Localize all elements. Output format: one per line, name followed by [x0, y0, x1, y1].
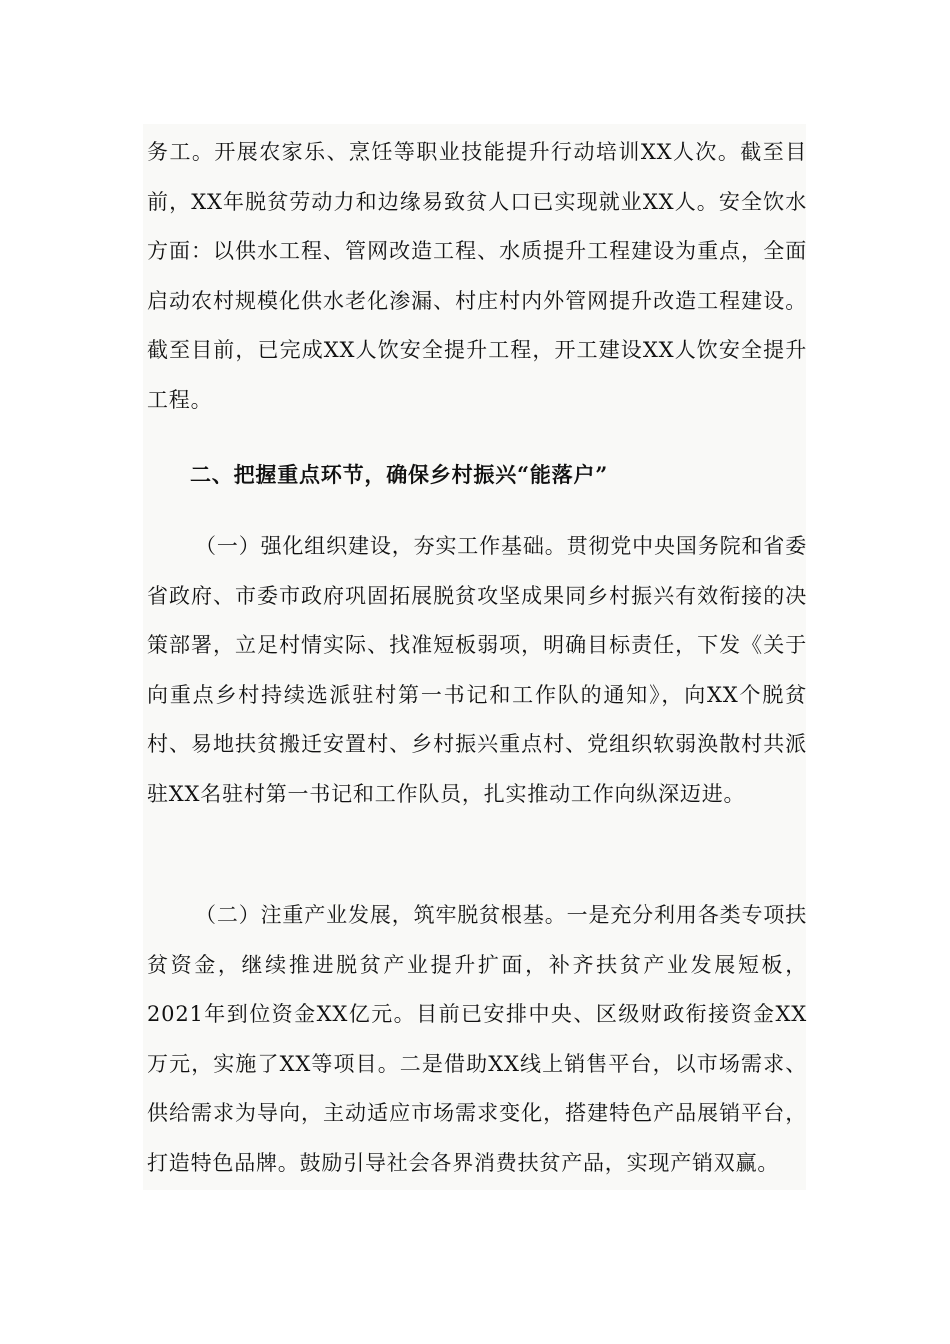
paragraph-employment-water: 务工。开展农家乐、烹饪等职业技能提升行动培训XX人次。截至目前，XX年脱贫劳动力和边缘易致贫人口已实现就业XX人。安全饮水方面：以供水工程、管网改造工程、水质提升工程建设为重点，全面启动农村规模化供水老化渗漏、村庄村内外管网提升改造工程建设。截至目前，已完成XX人饮安全提升工程，开工建设XX人饮安全提升工程。 — [147, 140, 807, 412]
section-heading: 二、把握重点环节，确保乡村振兴“能落户” — [190, 462, 609, 487]
paragraph-organization: （一）强化组织建设，夯实工作基础。贯彻党中央国务院和省委省政府、市委市政府巩固拓展脱贫攻坚成果同乡村振兴有效衔接的决策部署，立足村情实际、找准短板弱项，明确目标责任，下发《关于向重点乡村持续选派驻村第一书记和工作队的通知》，向XX个脱贫村、易地扶贫搬迁安置村、乡村振兴重点村、党组织软弱涣散村共派驻XX名驻村第一书记和工作队员，扎实推动工作向纵深迈进。 — [147, 534, 807, 806]
paragraph-industry: （二）注重产业发展，筑牢脱贫根基。一是充分利用各类专项扶贫资金，继续推进脱贫产业提升扩面，补齐扶贫产业发展短板，2021年到位资金XX亿元。目前已安排中央、区级财政衔接资金XX万元，实施了XX等项目。二是借助XX线上销售平台，以市场需求、供给需求为导向，主动适应市场需求变化，搭建特色产品展销平台，打造特色品牌。鼓励引导社会各界消费扶贫产品，实现产销双赢。 — [147, 903, 807, 1175]
